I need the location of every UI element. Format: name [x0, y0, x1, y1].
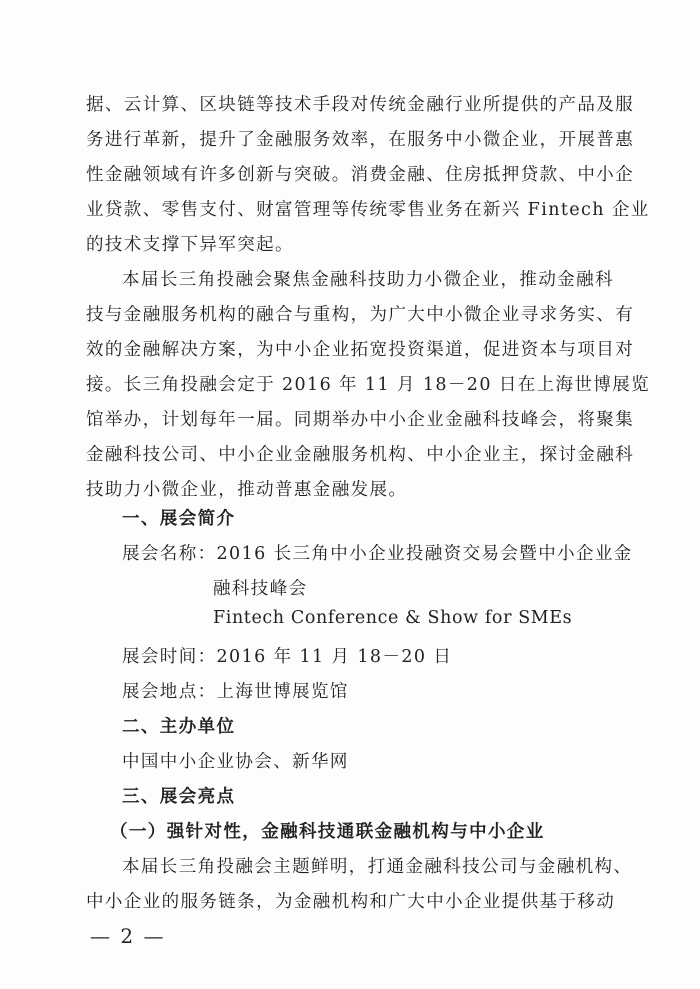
highlight-subheading: （一）强针对性，金融科技通联金融机构与中小企业: [110, 822, 545, 842]
exhibition-time-value: 2016 年 11 月 18－20 日: [216, 647, 453, 667]
exhibition-place-label: 展会地点：: [122, 682, 217, 702]
exhibition-name-row: [122, 540, 633, 565]
exhibition-name-value: 2016 长三角中小企业投融资交易会暨中小企业金: [216, 544, 633, 564]
text-line: 中小企业的服务链条，为金融机构和广大中小企业提供基于移动: [86, 892, 616, 912]
page-number: — 2 —: [90, 924, 166, 948]
text-line: 技与金融服务机构的融合与重构，为广大中小微企业寻求务实、有: [86, 305, 635, 325]
text-line: 效的金融解决方案，为中小企业拓宽投资渠道，促进资本与项目对: [86, 340, 635, 360]
paragraph-summit: [86, 263, 651, 508]
text-line: 接。长三角投融会定于 2016 年 11 月 18－20 日在上海世博展览: [86, 375, 651, 395]
exhibition-time-label: 展会时间：: [122, 647, 217, 667]
text-line: 技助力小微企业，推动普惠金融发展。: [86, 480, 408, 500]
exhibition-name-continued: 融科技峰会: [213, 579, 308, 599]
section-heading-highlights: 三、展会亮点: [122, 787, 236, 807]
section-heading-overview: 一、展会简介: [122, 509, 236, 529]
exhibition-time-row: [122, 643, 452, 668]
text-line: 馆举办，计划每年一届。同期举办中小企业金融科技峰会，将聚集: [86, 410, 635, 430]
exhibition-name-english: Fintech Conference & Show for SMEs: [213, 608, 573, 628]
paragraph-intro: [86, 88, 650, 263]
text-line: 务进行革新，提升了金融服务效率，在服务中小微企业，开展普惠: [86, 130, 635, 150]
text-line: 本届长三角投融会主题鲜明，打通金融科技公司与金融机构、: [122, 857, 633, 877]
text-line: 本届长三角投融会聚焦金融科技助力小微企业，推动金融科: [122, 270, 614, 290]
text-line: 性金融领域有许多创新与突破。消费金融、住房抵押贷款、中小企: [86, 165, 635, 185]
exhibition-place-row: [122, 678, 349, 703]
section-heading-organizers: 二、主办单位: [122, 717, 236, 737]
organizers-text: 中国中小企业协会、新华网: [122, 752, 349, 772]
text-line: 的技术支撑下异军突起。: [86, 235, 294, 255]
text-line: 金融科技公司、中小企业金融服务机构、中小企业主，探讨金融科: [86, 445, 635, 465]
text-line: 业贷款、零售支付、财富管理等传统零售业务在新兴 Fintech 企业: [86, 200, 650, 220]
exhibition-place-value: 上海世博展览馆: [216, 682, 349, 702]
text-line: 据、云计算、区块链等技术手段对传统金融行业所提供的产品及服: [86, 95, 635, 115]
exhibition-name-label: 展会名称：: [122, 544, 217, 564]
